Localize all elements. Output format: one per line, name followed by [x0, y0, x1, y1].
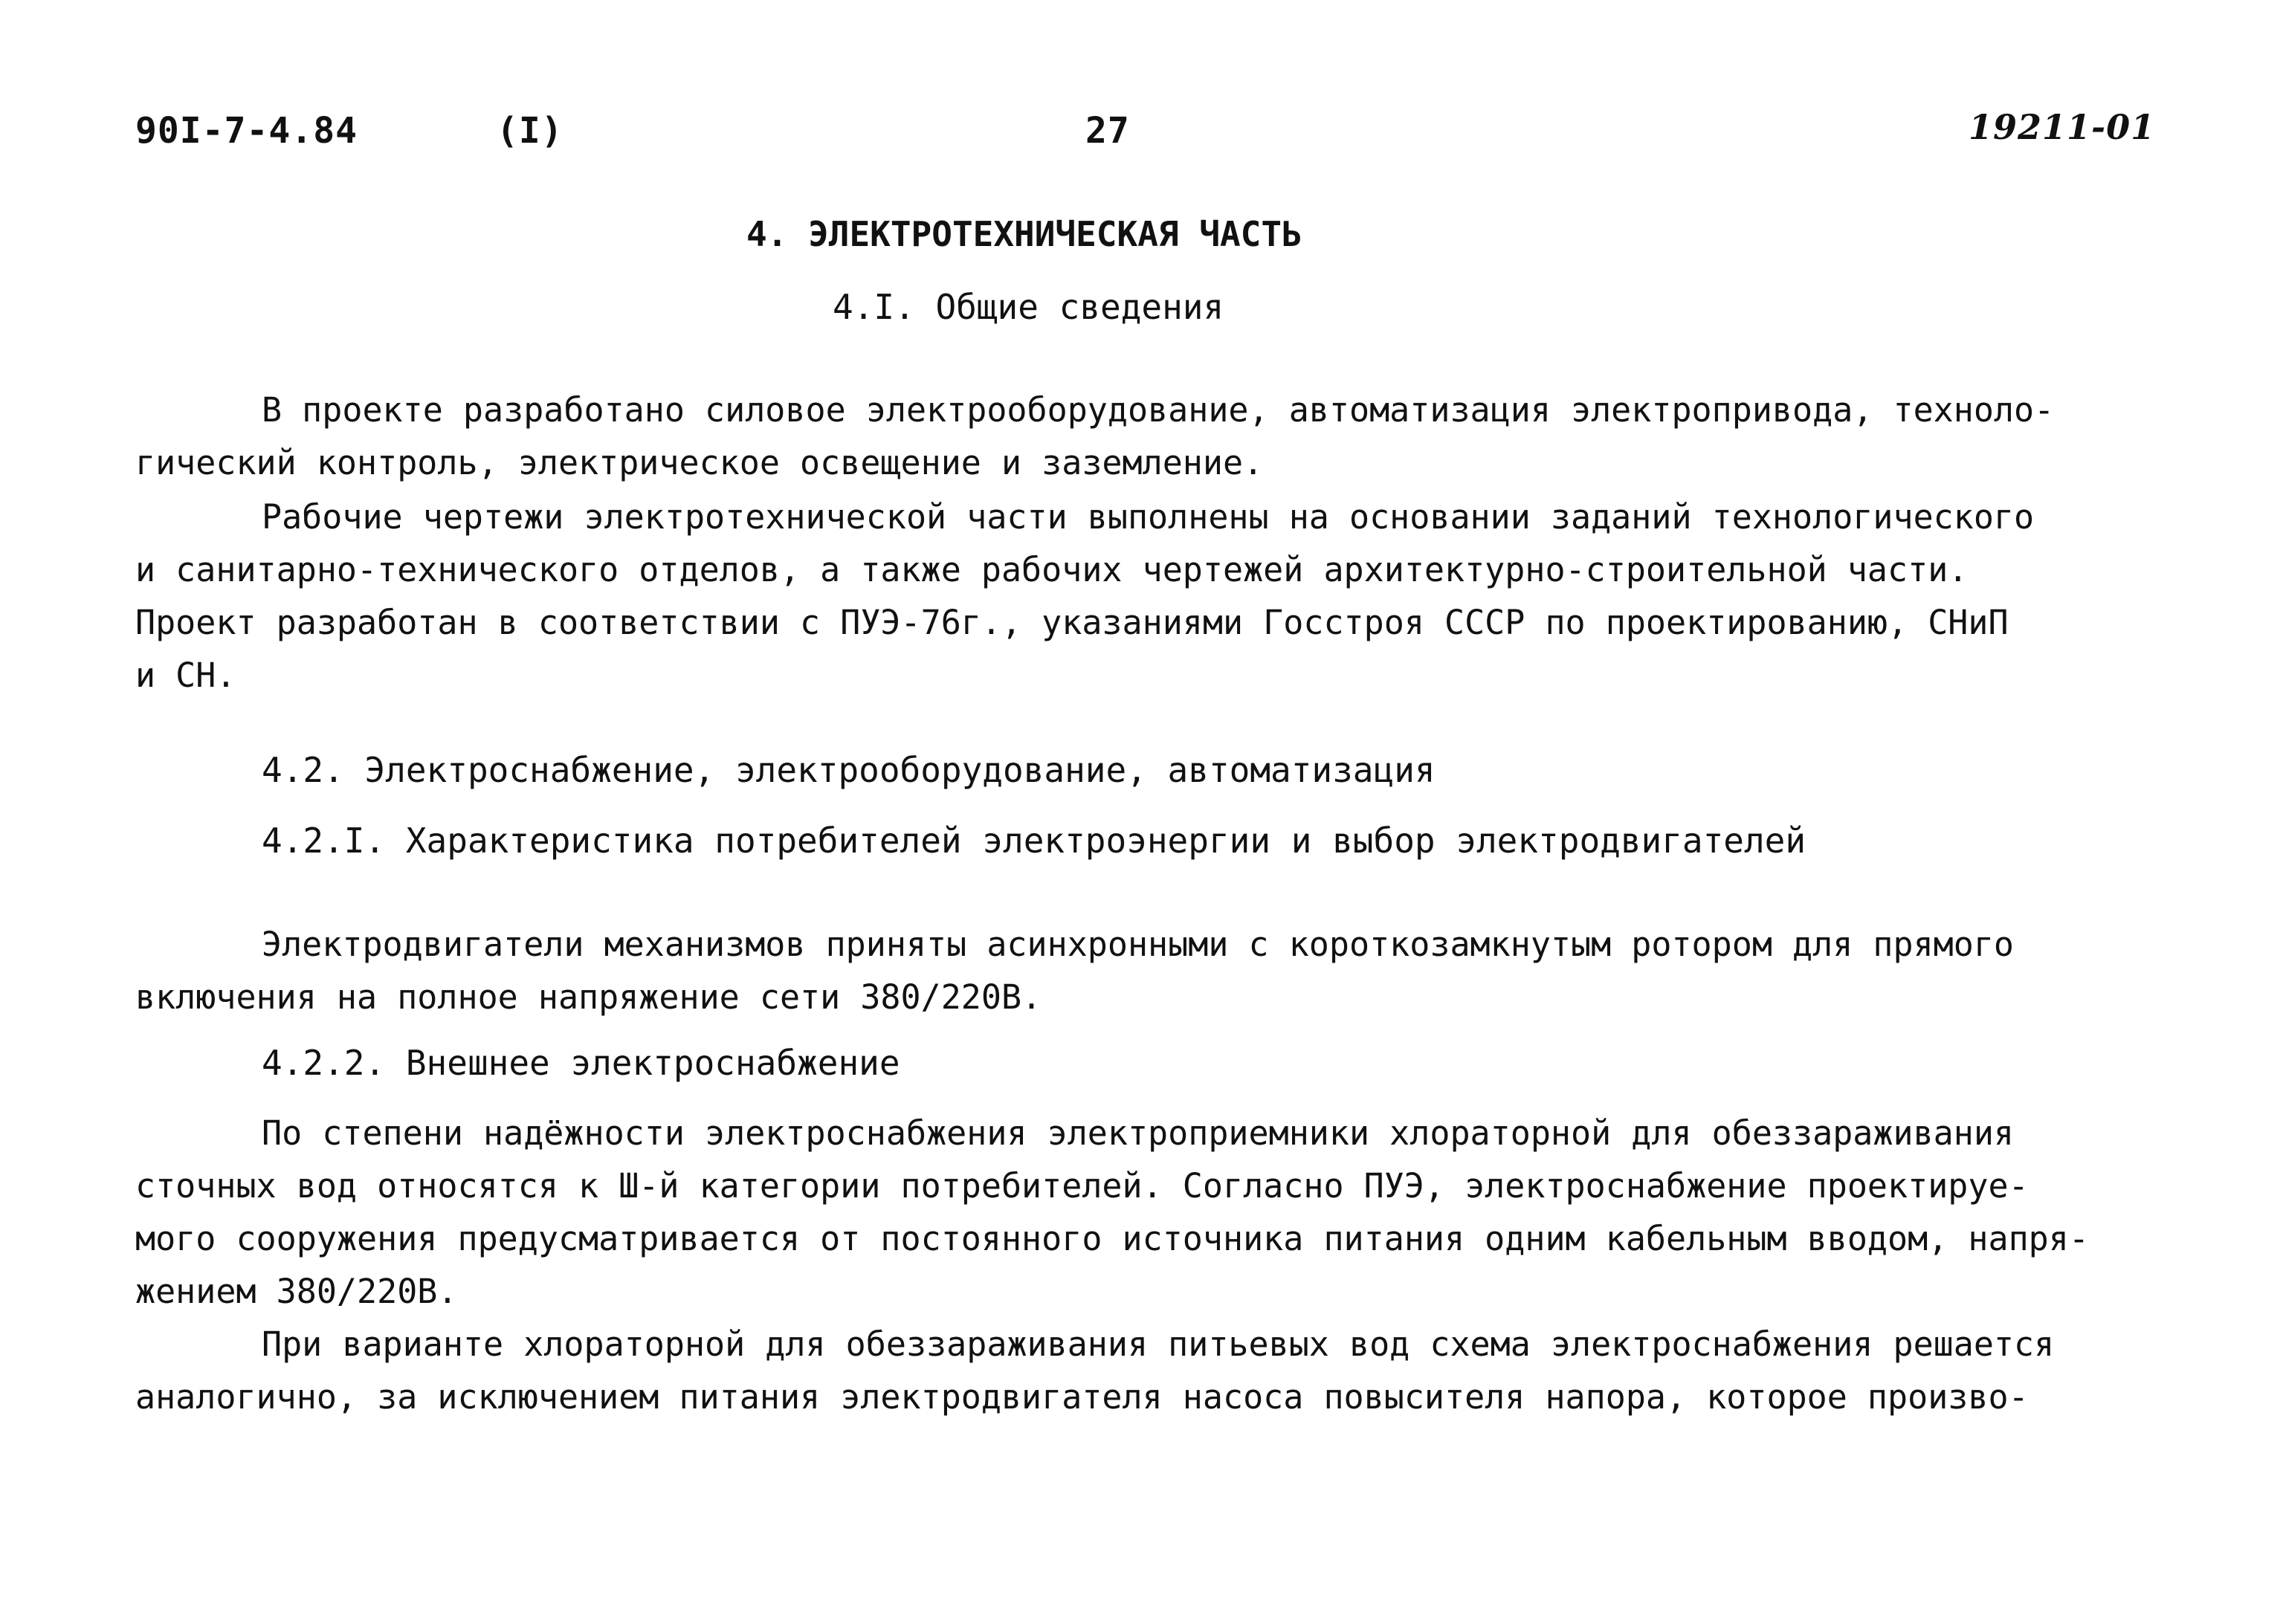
paragraph-line: Электродвигатели механизмов приняты асинхронными с короткозамкнутым ротором для прямого	[262, 925, 2015, 964]
paragraph-line: сточных вод относятся к Ш-й категории потребителей. Согласно ПУЭ, электроснабжение проектируе-	[135, 1166, 2029, 1206]
paragraph-line: аналогично, за исключением питания электродвигателя насоса повысителя напора, которое произво-	[135, 1377, 2029, 1417]
paragraph-line: Рабочие чертежи электротехнической части выполнены на основании заданий технологического	[262, 497, 2035, 537]
paragraph-line: По степени надёжности электроснабжения электроприемники хлораторной для обеззараживания	[262, 1113, 2015, 1153]
document-part: (I)	[497, 110, 564, 152]
paragraph-line: Проект разработан в соответствии с ПУЭ-76г., указаниями Госстроя СССР по проектированию, СНиП	[135, 603, 2009, 642]
paragraph-line: При варианте хлораторной для обеззараживания питьевых вод схема электроснабжения решается	[262, 1324, 2055, 1364]
paragraph-line: включения на полное напряжение сети 380/220В.	[135, 977, 1042, 1017]
paragraph-line: гический контроль, электрическое освещение и заземление.	[135, 443, 1264, 482]
page-number: 27	[1085, 110, 1130, 152]
paragraph-line: мого сооружения предусматривается от постоянного источника питания одним кабельным вводом, напря-	[135, 1219, 2089, 1258]
paragraph-line: В проекте разработано силовое электрооборудование, автоматизация электропривода, техноло-	[262, 390, 2055, 430]
subsection-title: 4.I. Общие сведения	[833, 287, 1224, 327]
handwritten-stamp: 19211-01	[1969, 107, 2156, 147]
section-title: 4. ЭЛЕКТРОТЕХНИЧЕСКАЯ ЧАСТЬ	[746, 214, 1302, 254]
paragraph-line: и СН.	[135, 656, 236, 695]
section-heading-4-2: 4.2. Электроснабжение, электрооборудование, автоматизация	[262, 750, 1436, 790]
paragraph-line: и санитарно-технического отделов, а также рабочих чертежей архитектурно-строительной части.	[135, 550, 1969, 589]
document-code: 90I-7-4.84	[135, 110, 358, 152]
section-heading-4-2-2: 4.2.2. Внешнее электроснабжение	[262, 1043, 900, 1083]
section-heading-4-2-1: 4.2.I. Характеристика потребителей электроэнергии и выбор электродвигателей	[262, 821, 1806, 861]
paragraph-line: жением 380/220В.	[135, 1272, 458, 1311]
